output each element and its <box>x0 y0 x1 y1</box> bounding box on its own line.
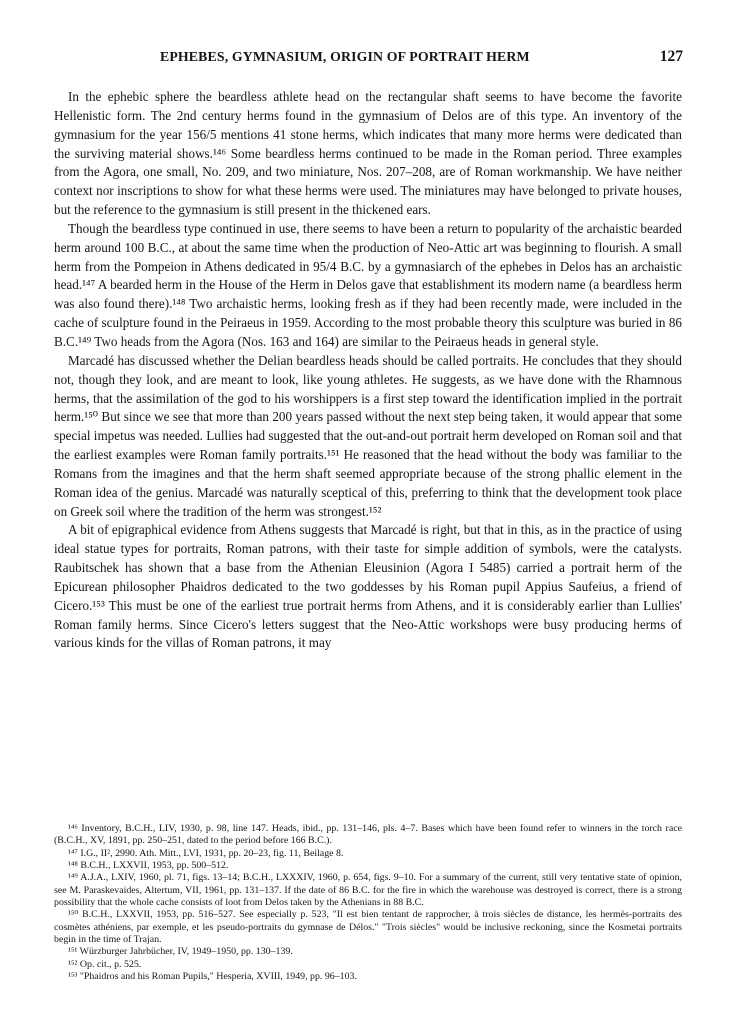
paragraph: A bit of epigraphical evidence from Athens suggests that Marcadé is right, but that in this, as in the practice of using ideal statue types for portraits, Roman patrons, with their taste for simple addition of symbols, were the catalysts. Raubitschek has shown that a base from the Athenian Eleusinion (Agora I 5485) carried a portrait herm of the Epicurean philosopher Phaidros dedicated to the two goddesses by his Roman pupil Appius Saufeius, a friend of Cicero.¹⁵³ This must be one of the earliest true portrait herms from Athens, and it is considerably earlier than Lullies' Roman family herms. Since Cicero's letters suggest that the Neo-Attic workshops were busy producing herms of various kinds for the villas of Roman patrons, it may <box>54 522 682 651</box>
footnote: ¹⁵¹ Würzburger Jahrbücher, IV, 1949–1950, pp. 130–139. <box>68 946 293 958</box>
page-number: 127 <box>659 48 683 65</box>
footnote: ¹⁵⁰ B.C.H., LXXVII, 1953, pp. 516–527. See especially p. 523, "Il est bien tentant de rapprocher, à trois siècles de distance, les hermès-portraits des cosmètes athéniens, par exemple, et les pseudo-portraits du gymnase de Délos." "Trois siècles" would be inclusive reckoning, since the Kosmetai portraits begin in the time of Trajan. <box>54 909 682 946</box>
footnote: ¹⁵² Op. cit., p. 525. <box>68 958 142 970</box>
paragraph: Marcadé has discussed whether the Delian beardless heads should be called portraits. He concludes that they should not, though they look, and are meant to look, like young athletes. He suggests, as we have done with the Rhamnous herms, that the assimilation of the god to his worshippers is a first step toward the identification implied in the portrait herm.¹⁵⁰ But since we see that more than 200 years passed without the next step being taken, it would appear that some special impetus was needed. Lullies had suggested that the out-and-out portrait herm developed on Roman soil and that the earliest examples were Roman family portraits.¹⁵¹ He reasoned that the head without the body was familiar to the Romans from the imagines and that the herm shaft seemed appropriate because of the strong phallic element in the Roman idea of the genius. Marcadé was naturally sceptical of this, preferring to think that the development took place on Greek soil where the tradition of the herm was strongest.¹⁵² <box>54 352 682 519</box>
footnote: ¹⁵³ "Phaidros and his Roman Pupils," Hesperia, XVIII, 1949, pp. 96–103. <box>68 971 357 983</box>
running-header <box>38 49 683 71</box>
body-text <box>54 88 682 653</box>
footnote: ¹⁴⁷ I.G., II², 2990. Ath. Mitt., LVI, 1931, pp. 20–23, fig. 11, Beilage 8. <box>68 847 344 859</box>
footnote: ¹⁴⁹ A.J.A., LXIV, 1960, pl. 71, figs. 13–14; B.C.H., LXXXIV, 1960, p. 654, figs. 9–10. For a summary of the current, still very tentative state of opinion, see M. Paraskevaides, Altertum, VII, 1961, pp. 131–137. If the date of 86 B.C. for the fire in which the warehouse was destroyed is correct, there is a strong possibility that the whole cache consists of loot from Delos taken by the Athenians in 88 B.C. <box>54 872 682 909</box>
footnote: ¹⁴⁸ B.C.H., LXXVII, 1953, pp. 500–512. <box>68 860 229 872</box>
footnotes <box>54 823 682 983</box>
paragraph: In the ephebic sphere the beardless athlete head on the rectangular shaft seems to have become the favorite Hellenistic form. The 2nd century herms found in the gymnasium of Delos are of this type. An inventory of the gymnasium for the year 156/5 mentions 41 stone herms, which indicates that many more herms were dedicated than the surviving material shows.¹⁴⁶ Some beardless herms continued to be made in the Roman period. Three examples from the Agora, one small, No. 209, and two miniature, Nos. 207–208, are of Roman workmanship. We have neither context nor inscriptions to show for what these herms were used. The miniatures may have belonged to private houses, but the reference to the gymnasium is still present in the thickened ears. <box>54 89 682 218</box>
paragraph: Though the beardless type continued in use, there seems to have been a return to popularity of the archaistic bearded herm around 100 B.C., at about the same time when the production of Neo-Attic art was beginning to flourish. A small herm from the Pompeion in Athens dedicated in 95/4 B.C. by a gymnasiarch of the ephebes in Delos has an archaistic head.¹⁴⁷ A bearded herm in the House of the Herm in Delos gave that establishment its modern name (a beardless herm was also found there).¹⁴⁸ Two archaistic herms, looking fresh as if they had been recently made, were included in the cache of sculpture found in the Peiraeus in 1959. According to the most probable theory this sculpture was buried in 86 B.C.¹⁴⁹ Two heads from the Agora (Nos. 163 and 164) are similar to the Peiraeus heads in general style. <box>54 220 682 349</box>
running-title: EPHEBES, GYMNASIUM, ORIGIN OF PORTRAIT HERM <box>160 49 530 64</box>
footnote: ¹⁴⁶ Inventory, B.C.H., LIV, 1930, p. 98, line 147. Heads, ibid., pp. 131–146, pls. 4–7. Bases which have been found refer to winners in the torch race (B.C.H., XV, 1891, pp. 250–251, dated to the period before 166 B.C.). <box>54 823 682 847</box>
